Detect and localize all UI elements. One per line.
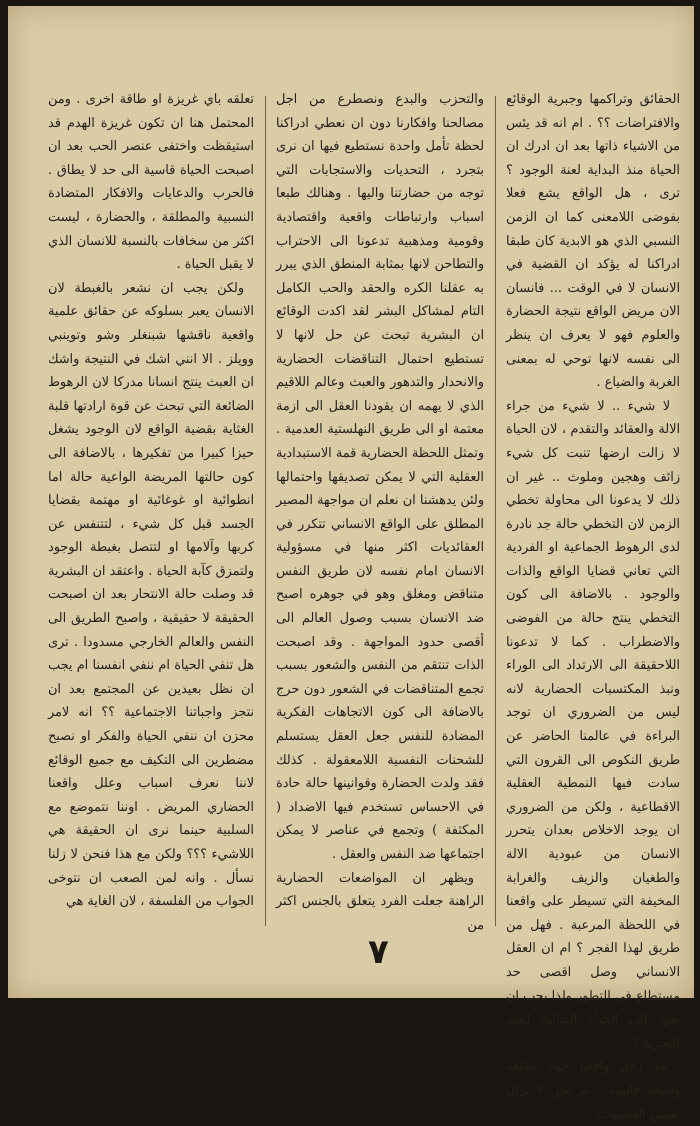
paragraph: ولكن يجب ان نشعر بالغبطة لان الانسان يعبر بسلوكه عن حقائق علمية واقعية ناقشها شبنغلر وشو وتوينبي وويلز . الا انني اشك في النتيجة واشك ان العبث ينتج انسانا مدركا لان الرهوط الضائعة التي تبحث عن قوة ارادتها قلبة الغثاية بقضية الواقع لان الوجود يشغل حيزا كبيرا من تفكيرها ، بالاضافة الى كون حالتها المريضة الواعية حالة اما انطوائية او غوغائية او مهتمة بقضايا الجسد قبل كل شيء ، لتتنفس عن كربها وآلامها او لتتصل بغبطة الوجود ولتمزق كآبة الحياة . واعتقد ان البشرية قد وصلت حالة الانتحار بعد ان اصبحت الحقيقة لا حقيقية ، واصبح الطريق الى النفس والعالم الخارجي مسدودا . ترى هل تنفي الحياة ام ننفي انفسنا ام يجب ان نظل بعيدين عن المجتمع بعد ان نتجز واجباتنا الاجتماعية ؟؟ انه لامر محزن ان ننفي الحياة والفكر او نصبح مضطرين الى التكيف مع جميع الوقائع لاننا نعرف اسباب وعلل واقعنا الحضاري المريض . اوننا نتموضع مع السلبية حينما نرى ان الحقيقة هي اللاشيء ؟؟؟ ولكن مع هذا فنحن لا زلنا نسأل . وانه لمن الصعب ان نتوخى الجواب من الفلسفة ، لان الغاية هي	[48, 280, 254, 910]
page-number: ٧	[368, 932, 389, 972]
column-divider	[495, 96, 496, 926]
paragraph: لا شيء .. لا شيء من جراء الالة والعقائد والتقدم ، لان الحياة لا زالت ارضها تنبت كل شيء زائف وهجين وملوث .. غير ان ذلك لا يدعونا الى محاولة تخطي الزمن لان التخطي حالة جد نادرة لدى الرهوط الجماعية او الفردية التي تعاني قضايا الواقع والذات والوجود . بالاضافة الى كون التخطي ينتج حالة من الفوضى والاضطراب . كما لا تدعونا اللاحقيقة الى الارتداد الى الوراء ونبذ المكتسبات الحضارية لانه ليس من الضروري ان توجد البراءة في عالمنا الحاضر عن طريق النكوص الى القرون التي سادت فيها النمطية العقلية الاقطاعية ، ولكن من الضروري ان يوجد الاخلاص بعدان يتحرر الانسان من عبودية الالة والطغيان والزيف والغرابة المخيفة التي تسيطر على واقعنا في اللحظة المرعبة . فهل من طريق لهذا الفجر ؟ ام ان العقل الانساني وصل اقصى حد مستطاع في التطور ولذا يجب ان يعود الى الحياة البدائية ليعيد التجربة ؟ .	[506, 398, 680, 1051]
paragraph: الحقائق وتراكمها وجبرية الوقائع والافتراضات ؟؟ . ام انه قد يئس من الاشياء ذاتها بعد ان ادرك ان الحياة منذ البداية لعنة الوجود ؟ ترى ، هل الواقع يشع فعلا بفوضى اللامعنى كما ان الزمن النسبي الذي هو الابدية كان طبقا ادراكنا له يؤكد ان القضية في الانسان لا في الوقت ... فانسان الان مريض الواقع نتيجة الحضارة والعلوم فهو لا يعرف ان ينظر الى نفسه لانها توحي له بمعنى الغربة والضياع .	[506, 92, 680, 391]
text-column-middle	[276, 88, 484, 933]
paragraph: تعلقه باي غريزة او طاقة اخرى . ومن المحتمل هنا ان تكون غريزة الهدم قد استيقظت واختفى عنصر الحب بعد ان اصبحت الحياة قاسية الى حد لا يطاق . فالحرب والدعايات والافكار المتضادة النسبية والمطلقة ، والحضارة ، ليست اكثر من سخافات بالنسبة للانسان الذي لا يقبل الحياة .	[48, 92, 254, 273]
column-divider	[265, 96, 266, 926]
text-column-right	[506, 88, 680, 1122]
paragraph: ويظهر ان المواضعات الحضارية الراهنة جعلت الفرد يتعلق بالجنس اكثر من	[276, 870, 484, 933]
paragraph: لقد دخل واقعنا حياة مغلقة واسعة قاسية ، ثم نحن لا نزال نعيش العصبيات	[506, 1059, 680, 1122]
paragraph: والتحزب والبدع ونصطرع من اجل مصالحنا وافكارنا دون ان نعطي ادراكنا لحظة تأمل واحدة نستطيع فيها ان نرى بتجرد ، التحديات والاستجابات التي توجه من حضارتنا واليها . وهنالك طبعا اسباب وارتباطات واقعية واقتصادية وقومية ومذهبية تدعونا الى الاحتراب والتطاحن لانها بمثابة المنطق الذي يبرر به عقلنا الكره والحقد والحب الكامل التام لمشاكل البشر لقد اكدت الوقائع ان البشرية تبحث عن حل لانها لا تستطيع احتمال التناقضات الحضارية والانحدار والتدهور والعبث وعالم اللاقيم الذي لا يهمه ان يقودنا العقل الى ازمة معتمة او الى طريق النهلستية العدمية . وتمثل اللحظة الحضارية قمة الاستبدادية العقلية التي لا يمكن تصديقها واحتمالها ولئن يدهشنا ان نعلم ان مواجهة المصير المطلق على الواقع الانساني تتكرر في العقائديات اكثر منها في مسؤولية الانسان امام نفسه لان طريق النفس متناقض ومغلق وهو في جوهره اصبح ضد الانسان بسبب وصول العالم الى أقصى حدود المواجهة . وقد اصبحت الذات تنتقم من النفس والشعور بسبب تجمع المتناقضات في الشعور دون حرج بالاضافة الى كون الاتجاهات الفكرية المضادة للنفس جعل العقل يستسلم للشحنات النفسية اللامعقولة . كذلك فقد ولدت الحضارة وقوانينها حالة حادة في الاحساس تستخدم فيها الاضداد ( المكثفة ) وتجمع في عناصر لا يمكن اجتماعها ضد النفس والعقل .	[276, 92, 484, 862]
text-column-left	[48, 88, 254, 920]
magazine-page	[8, 6, 694, 1122]
